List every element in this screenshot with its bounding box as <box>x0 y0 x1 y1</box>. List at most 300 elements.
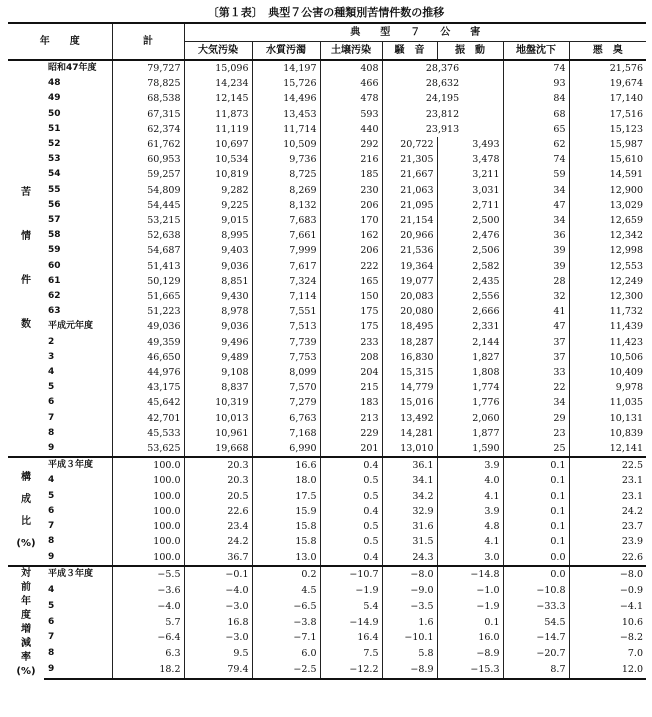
table-row <box>8 350 646 365</box>
total-cell: 46,650 <box>112 350 184 365</box>
air-cell: 19,668 <box>184 441 252 457</box>
air-cell: 9,036 <box>184 259 252 274</box>
col-air: 大気汚染 <box>184 42 252 61</box>
total-cell: 61,762 <box>112 137 184 152</box>
col-water: 水質汚濁 <box>252 42 320 61</box>
year-cell: 7 <box>48 632 55 643</box>
year-cell: 56 <box>48 199 61 210</box>
water-cell: 6,990 <box>252 441 320 457</box>
odor-cell: 12,300 <box>569 289 646 304</box>
air-cell: 14,234 <box>184 76 252 91</box>
total-cell: 53,215 <box>112 213 184 228</box>
col-odor: 悪 臭 <box>569 42 646 61</box>
soil-cell: 0.5 <box>320 473 382 488</box>
noise-vibration-combined-cell: 28,632 <box>382 76 503 91</box>
total-cell: 44,976 <box>112 365 184 380</box>
pollution-complaints-table <box>8 22 646 680</box>
year-cell: 7 <box>48 521 55 532</box>
section-label-char: (%) <box>16 665 36 677</box>
water-cell: 0.2 <box>252 566 320 583</box>
section-label-char: 増 <box>21 623 31 635</box>
air-cell: 10,697 <box>184 137 252 152</box>
air-cell: 11,119 <box>184 122 252 137</box>
odor-cell: 15,987 <box>569 137 646 152</box>
soil-cell: 215 <box>320 380 382 395</box>
total-cell: 79,727 <box>112 60 184 76</box>
vibration-cell: 1,808 <box>437 365 503 380</box>
odor-cell: 11,423 <box>569 335 646 350</box>
water-cell: 14,197 <box>252 60 320 76</box>
odor-cell: 17,140 <box>569 91 646 106</box>
subsidence-cell: 74 <box>503 60 569 76</box>
total-cell: 43,175 <box>112 380 184 395</box>
table-body <box>8 60 646 679</box>
total-cell: 100.0 <box>112 550 184 566</box>
section-label-char: 構 <box>21 472 31 484</box>
water-cell: −2.5 <box>252 662 320 679</box>
subsidence-cell: 84 <box>503 91 569 106</box>
table-row <box>8 504 646 519</box>
air-cell: 8,978 <box>184 304 252 319</box>
water-cell: 7,617 <box>252 259 320 274</box>
subsidence-cell: 39 <box>503 259 569 274</box>
soil-cell: 5.4 <box>320 598 382 614</box>
vibration-cell: 2,500 <box>437 213 503 228</box>
table-row <box>8 534 646 549</box>
noise-cell: −10.1 <box>382 630 437 646</box>
typical-7-header: 典 型 ７ 公 害 <box>184 23 646 42</box>
water-cell: 8,725 <box>252 167 320 182</box>
vibration-cell: −1.9 <box>437 598 503 614</box>
total-header: 計 <box>112 23 184 60</box>
air-cell: 15,096 <box>184 60 252 76</box>
odor-cell: 23.9 <box>569 534 646 549</box>
year-cell: 52 <box>48 139 61 150</box>
air-cell: −3.0 <box>184 630 252 646</box>
noise-cell: 21,667 <box>382 167 437 182</box>
total-cell: 54,687 <box>112 243 184 258</box>
subsidence-cell: 65 <box>503 122 569 137</box>
year-cell: 54 <box>48 169 61 180</box>
water-cell: −6.5 <box>252 598 320 614</box>
water-cell: 13.0 <box>252 550 320 566</box>
soil-cell: 0.5 <box>320 534 382 549</box>
air-cell: 8,995 <box>184 228 252 243</box>
noise-cell: 14,281 <box>382 426 437 441</box>
table-row <box>8 274 646 289</box>
vibration-cell: 1,776 <box>437 395 503 410</box>
vibration-cell: −1.0 <box>437 583 503 599</box>
year-cell: 62 <box>48 291 61 302</box>
air-cell: 9,015 <box>184 213 252 228</box>
noise-cell: 19,364 <box>382 259 437 274</box>
noise-cell: 19,077 <box>382 274 437 289</box>
water-cell: −7.1 <box>252 630 320 646</box>
subsidence-cell: 28 <box>503 274 569 289</box>
air-cell: 24.2 <box>184 534 252 549</box>
odor-cell: 10,131 <box>569 411 646 426</box>
air-cell: 12,145 <box>184 91 252 106</box>
subsidence-cell: −33.3 <box>503 598 569 614</box>
soil-cell: 7.5 <box>320 646 382 662</box>
water-cell: 6,763 <box>252 411 320 426</box>
air-cell: −4.0 <box>184 583 252 599</box>
water-cell: 15,726 <box>252 76 320 91</box>
vibration-cell: 1,827 <box>437 350 503 365</box>
noise-cell: 15,315 <box>382 365 437 380</box>
year-cell: 3 <box>48 351 55 362</box>
vibration-cell: 3.9 <box>437 457 503 473</box>
odor-cell: 23.1 <box>569 489 646 504</box>
vibration-cell: 2,435 <box>437 274 503 289</box>
noise-cell: 21,095 <box>382 198 437 213</box>
year-cell: 6 <box>48 505 55 516</box>
air-cell: 11,873 <box>184 107 252 122</box>
soil-cell: 0.4 <box>320 504 382 519</box>
air-cell: 10,319 <box>184 395 252 410</box>
table-row <box>8 213 646 228</box>
soil-cell: −1.9 <box>320 583 382 599</box>
noise-cell: 1.6 <box>382 614 437 630</box>
noise-cell: 5.8 <box>382 646 437 662</box>
soil-cell: 175 <box>320 319 382 334</box>
soil-cell: 16.4 <box>320 630 382 646</box>
odor-cell: 10.6 <box>569 614 646 630</box>
table-row <box>8 473 646 488</box>
table-row <box>8 122 646 137</box>
noise-vibration-combined-cell: 28,376 <box>382 60 503 76</box>
water-cell: 7,661 <box>252 228 320 243</box>
odor-cell: 12,342 <box>569 228 646 243</box>
table-row <box>8 566 646 583</box>
table-row <box>8 319 646 334</box>
subsidence-cell: 34 <box>503 183 569 198</box>
subsidence-cell: 0.0 <box>503 550 569 566</box>
year-cell: 5 <box>48 382 55 393</box>
odor-cell: 12,553 <box>569 259 646 274</box>
subsidence-cell: 22 <box>503 380 569 395</box>
table-row <box>8 646 646 662</box>
total-cell: 51,223 <box>112 304 184 319</box>
air-cell: 10,961 <box>184 426 252 441</box>
vibration-cell: 3.0 <box>437 550 503 566</box>
subsidence-cell: −20.7 <box>503 646 569 662</box>
water-cell: 15.9 <box>252 504 320 519</box>
year-cell: 2 <box>48 336 55 347</box>
water-cell: 7,999 <box>252 243 320 258</box>
odor-cell: 10,839 <box>569 426 646 441</box>
section-label-char: 減 <box>21 637 31 649</box>
soil-cell: 162 <box>320 228 382 243</box>
total-cell: 18.2 <box>112 662 184 679</box>
odor-cell: 7.0 <box>569 646 646 662</box>
subsidence-cell: 0.1 <box>503 489 569 504</box>
subsidence-cell: −14.7 <box>503 630 569 646</box>
air-cell: 23.4 <box>184 519 252 534</box>
vibration-cell: −15.3 <box>437 662 503 679</box>
vibration-cell: 3,211 <box>437 167 503 182</box>
odor-cell: 19,674 <box>569 76 646 91</box>
vibration-cell: 4.8 <box>437 519 503 534</box>
soil-cell: 185 <box>320 167 382 182</box>
table-row <box>8 489 646 504</box>
odor-cell: 22.5 <box>569 457 646 473</box>
odor-cell: 10,506 <box>569 350 646 365</box>
water-cell: 4.5 <box>252 583 320 599</box>
air-cell: 16.8 <box>184 614 252 630</box>
soil-cell: 201 <box>320 441 382 457</box>
table-title: 〔第１表〕 典型７公害の種類別苦情件数の推移 <box>207 6 445 19</box>
vibration-cell: −14.8 <box>437 566 503 583</box>
subsidence-cell: 0.1 <box>503 457 569 473</box>
vibration-cell: 2,711 <box>437 198 503 213</box>
odor-cell: 11,439 <box>569 319 646 334</box>
noise-cell: 18,287 <box>382 335 437 350</box>
section-label-char: 前 <box>21 581 31 593</box>
air-cell: 20.3 <box>184 457 252 473</box>
air-cell: 9,430 <box>184 289 252 304</box>
year-cell: 4 <box>48 584 55 595</box>
total-cell: 49,359 <box>112 335 184 350</box>
soil-cell: 0.5 <box>320 489 382 504</box>
water-cell: 7,753 <box>252 350 320 365</box>
table-row <box>8 598 646 614</box>
vibration-cell: 1,774 <box>437 380 503 395</box>
odor-cell: 23.1 <box>569 473 646 488</box>
section-label-char: 年 <box>21 595 31 607</box>
odor-cell: 10,409 <box>569 365 646 380</box>
odor-cell: 12.0 <box>569 662 646 679</box>
year-cell: 7 <box>48 412 55 423</box>
water-cell: 7,513 <box>252 319 320 334</box>
noise-cell: 20,083 <box>382 289 437 304</box>
total-cell: 100.0 <box>112 457 184 473</box>
table-row <box>8 630 646 646</box>
table-row <box>8 167 646 182</box>
air-cell: 10,534 <box>184 152 252 167</box>
soil-cell: 0.4 <box>320 457 382 473</box>
soil-cell: 175 <box>320 304 382 319</box>
year-cell: 63 <box>48 306 61 317</box>
soil-cell: 0.4 <box>320 550 382 566</box>
year-cell: 平成３年度 <box>44 566 112 583</box>
noise-cell: 18,495 <box>382 319 437 334</box>
year-cell: 61 <box>48 275 61 286</box>
soil-cell: 0.5 <box>320 519 382 534</box>
subsidence-cell: 0.1 <box>503 473 569 488</box>
total-cell: 50,129 <box>112 274 184 289</box>
water-cell: 7,570 <box>252 380 320 395</box>
water-cell: 7,168 <box>252 426 320 441</box>
air-cell: 9,496 <box>184 335 252 350</box>
year-cell: 55 <box>48 184 61 195</box>
subsidence-cell: 47 <box>503 319 569 334</box>
soil-cell: 183 <box>320 395 382 410</box>
noise-cell: 13,492 <box>382 411 437 426</box>
odor-cell: 24.2 <box>569 504 646 519</box>
year-header: 年 度 <box>8 23 112 60</box>
air-cell: 10,013 <box>184 411 252 426</box>
total-cell: 67,315 <box>112 107 184 122</box>
air-cell: 9,036 <box>184 319 252 334</box>
subsidence-cell: 25 <box>503 441 569 457</box>
noise-cell: 21,536 <box>382 243 437 258</box>
air-cell: −0.1 <box>184 566 252 583</box>
section-label <box>8 566 44 679</box>
subsidence-cell: 93 <box>503 76 569 91</box>
year-cell: 6 <box>48 397 55 408</box>
noise-cell: −8.0 <box>382 566 437 583</box>
water-cell: 7,114 <box>252 289 320 304</box>
table-row <box>8 662 646 679</box>
vibration-cell: 2,060 <box>437 411 503 426</box>
noise-cell: 21,305 <box>382 152 437 167</box>
odor-cell: 22.6 <box>569 550 646 566</box>
odor-cell: 15,610 <box>569 152 646 167</box>
year-cell: 53 <box>48 154 61 165</box>
water-cell: 7,324 <box>252 274 320 289</box>
vibration-cell: 4.0 <box>437 473 503 488</box>
air-cell: 8,851 <box>184 274 252 289</box>
year-cell: 8 <box>48 427 55 438</box>
vibration-cell: −8.9 <box>437 646 503 662</box>
water-cell: 11,714 <box>252 122 320 137</box>
water-cell: 14,496 <box>252 91 320 106</box>
total-cell: −3.6 <box>112 583 184 599</box>
total-cell: 59,257 <box>112 167 184 182</box>
air-cell: 9,108 <box>184 365 252 380</box>
year-cell: 5 <box>48 490 55 501</box>
col-noise: 騒 音 <box>382 42 437 61</box>
table-row <box>8 395 646 410</box>
odor-cell: 17,516 <box>569 107 646 122</box>
air-cell: 9,403 <box>184 243 252 258</box>
vibration-cell: 1,877 <box>437 426 503 441</box>
section-label-char: 対 <box>21 567 31 579</box>
soil-cell: 208 <box>320 350 382 365</box>
year-cell: 48 <box>48 78 61 89</box>
noise-cell: 16,830 <box>382 350 437 365</box>
soil-cell: 593 <box>320 107 382 122</box>
year-cell: 昭和47年度 <box>44 60 112 76</box>
water-cell: 8,269 <box>252 183 320 198</box>
table-row <box>8 550 646 566</box>
table-row <box>8 380 646 395</box>
odor-cell: 9,978 <box>569 380 646 395</box>
subsidence-cell: 59 <box>503 167 569 182</box>
soil-cell: 292 <box>320 137 382 152</box>
vibration-cell: 4.1 <box>437 489 503 504</box>
air-cell: 8,837 <box>184 380 252 395</box>
soil-cell: 478 <box>320 91 382 106</box>
total-cell: −6.4 <box>112 630 184 646</box>
year-cell: 59 <box>48 245 61 256</box>
water-cell: 8,099 <box>252 365 320 380</box>
vibration-cell: 3.9 <box>437 504 503 519</box>
vibration-cell: 1,590 <box>437 441 503 457</box>
section-label-char: 度 <box>21 609 31 621</box>
col-soil: 土壌汚染 <box>320 42 382 61</box>
section-label-char: (%) <box>16 538 36 550</box>
noise-cell: 24.3 <box>382 550 437 566</box>
subsidence-cell: 34 <box>503 213 569 228</box>
air-cell: 20.5 <box>184 489 252 504</box>
table-row <box>8 457 646 473</box>
total-cell: 60,953 <box>112 152 184 167</box>
table-row <box>8 152 646 167</box>
noise-cell: 34.1 <box>382 473 437 488</box>
vibration-cell: 3,478 <box>437 152 503 167</box>
total-cell: 100.0 <box>112 519 184 534</box>
section-label-char: 比 <box>21 516 31 528</box>
table-row <box>8 91 646 106</box>
odor-cell: 23.7 <box>569 519 646 534</box>
total-cell: 5.7 <box>112 614 184 630</box>
air-cell: 10,819 <box>184 167 252 182</box>
year-cell: 57 <box>48 215 61 226</box>
water-cell: 9,736 <box>252 152 320 167</box>
soil-cell: 230 <box>320 183 382 198</box>
noise-cell: 32.9 <box>382 504 437 519</box>
subsidence-cell: 0.0 <box>503 566 569 583</box>
year-cell: 9 <box>44 662 112 679</box>
subsidence-cell: 32 <box>503 289 569 304</box>
col-subsidence: 地盤沈下 <box>503 42 569 61</box>
noise-cell: 20,080 <box>382 304 437 319</box>
noise-cell: 13,010 <box>382 441 437 457</box>
total-cell: 45,642 <box>112 395 184 410</box>
subsidence-cell: 37 <box>503 335 569 350</box>
section-label-char: 成 <box>21 494 31 506</box>
vibration-cell: 3,031 <box>437 183 503 198</box>
vibration-cell: 16.0 <box>437 630 503 646</box>
subsidence-cell: 41 <box>503 304 569 319</box>
air-cell: 9.5 <box>184 646 252 662</box>
water-cell: 17.5 <box>252 489 320 504</box>
noise-vibration-combined-cell: 24,195 <box>382 91 503 106</box>
total-cell: 62,374 <box>112 122 184 137</box>
odor-cell: 12,998 <box>569 243 646 258</box>
section-label <box>8 60 44 457</box>
soil-cell: −14.9 <box>320 614 382 630</box>
section-label <box>8 457 44 565</box>
year-cell: 9 <box>48 551 55 562</box>
odor-cell: 21,576 <box>569 60 646 76</box>
year-cell: 8 <box>48 648 55 659</box>
water-cell: 7,279 <box>252 395 320 410</box>
water-cell: 8,132 <box>252 198 320 213</box>
subsidence-cell: 0.1 <box>503 519 569 534</box>
total-cell: 53,625 <box>112 441 184 457</box>
soil-cell: 440 <box>320 122 382 137</box>
soil-cell: 170 <box>320 213 382 228</box>
odor-cell: 12,900 <box>569 183 646 198</box>
year-cell: 8 <box>48 536 55 547</box>
air-cell: 9,489 <box>184 350 252 365</box>
total-cell: 78,825 <box>112 76 184 91</box>
total-cell: 45,533 <box>112 426 184 441</box>
year-cell: 平成３年度 <box>44 457 112 473</box>
noise-cell: 14,779 <box>382 380 437 395</box>
noise-cell: −9.0 <box>382 583 437 599</box>
noise-cell: −3.5 <box>382 598 437 614</box>
table-row <box>8 243 646 258</box>
odor-cell: 12,249 <box>569 274 646 289</box>
total-cell: 54,809 <box>112 183 184 198</box>
total-cell: 49,036 <box>112 319 184 334</box>
section-label-char: 率 <box>21 651 31 663</box>
year-cell: 51 <box>48 123 61 134</box>
